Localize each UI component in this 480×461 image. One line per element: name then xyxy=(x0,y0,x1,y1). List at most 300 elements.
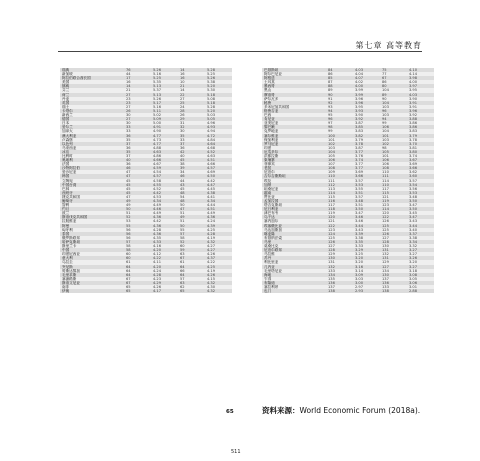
value-cell: 3.79 xyxy=(353,138,380,142)
value-cell: 90 xyxy=(380,97,407,101)
economy-name-cell: 加纳 xyxy=(262,183,326,187)
value-cell: 4.23 xyxy=(151,277,178,281)
value-cell: 2.93 xyxy=(353,289,380,293)
value-cell: 5.02 xyxy=(151,113,178,117)
value-cell: 3.48 xyxy=(353,199,380,203)
economy-name-cell: 几内亚 xyxy=(262,265,326,269)
value-cell: 3.70 xyxy=(407,142,434,146)
economy-name-cell: 印度 xyxy=(262,146,326,150)
value-cell: 137 xyxy=(326,285,353,289)
value-cell: 4.35 xyxy=(151,236,178,240)
value-cell: 88 xyxy=(326,84,353,88)
value-cell: 60 xyxy=(124,256,151,260)
economy-name-cell: 黎巴嫩 xyxy=(262,125,326,129)
value-cell: 4.27 xyxy=(205,244,232,248)
value-cell: 63 xyxy=(178,281,205,285)
value-cell: 103 xyxy=(326,146,353,150)
value-cell: 45 xyxy=(124,191,151,195)
value-cell: 3.08 xyxy=(407,273,434,277)
value-cell: 48 xyxy=(178,191,205,195)
value-cell: 21 xyxy=(124,88,151,92)
value-cell: 23 xyxy=(124,101,151,105)
value-cell: 46 xyxy=(178,174,205,178)
value-cell: 115 xyxy=(380,191,407,195)
value-cell: 47 xyxy=(124,170,151,174)
value-cell: 27 xyxy=(124,117,151,121)
value-cell: 4.26 xyxy=(205,273,232,277)
value-cell: 4.54 xyxy=(151,170,178,174)
value-cell: 3.66 xyxy=(353,174,380,178)
value-cell: 108 xyxy=(326,166,353,170)
value-cell: 125 xyxy=(380,224,407,228)
value-cell: 57 xyxy=(178,277,205,281)
value-cell: 5.30 xyxy=(205,88,232,92)
economy-name-cell: 塞浦路斯 xyxy=(60,277,124,281)
value-cell: 3.50 xyxy=(353,207,380,211)
ranking-table-right-body xyxy=(262,68,434,293)
economy-name-cell: 德国 xyxy=(60,117,124,121)
value-cell: 3.40 xyxy=(407,228,434,232)
economy-name-cell: 俄罗斯联邦 xyxy=(60,236,124,240)
value-cell: 5.05 xyxy=(205,117,232,121)
value-cell: 3.18 xyxy=(407,269,434,273)
page-number: 511 xyxy=(231,449,241,455)
value-cell: 3.37 xyxy=(407,232,434,236)
value-cell: 4.84 xyxy=(205,138,232,142)
economy-name-cell: 斯里兰卡 xyxy=(60,244,124,248)
value-cell: 3.82 xyxy=(353,134,380,138)
value-cell: 5.11 xyxy=(151,109,178,113)
economy-name-cell: 瑞士 xyxy=(60,105,124,109)
value-cell: 4.14 xyxy=(407,72,434,76)
value-cell: 36 xyxy=(124,134,151,138)
economy-name-cell: 乌拉圭 xyxy=(60,260,124,264)
value-cell: 4.33 xyxy=(151,240,178,244)
value-cell: 106 xyxy=(380,125,407,129)
economy-name-cell: 巴基斯坦 xyxy=(262,68,326,72)
source-text: World Economic Forum (2018a). xyxy=(299,406,421,415)
economy-name-cell: 约旦 xyxy=(60,207,124,211)
value-cell: 4.30 xyxy=(205,285,232,289)
value-cell: 4.34 xyxy=(151,199,178,203)
economy-name-cell: 毛里求斯 xyxy=(60,273,124,277)
value-cell: 10 xyxy=(178,80,205,84)
value-cell: 4.94 xyxy=(205,129,232,133)
value-cell: 25 xyxy=(178,101,205,105)
economy-name-cell: 拉脱维亚 xyxy=(60,219,124,223)
value-cell: 3.74 xyxy=(353,158,380,162)
value-cell: 4.22 xyxy=(151,256,178,260)
value-cell: 5.00 xyxy=(151,121,178,125)
value-cell: 138 xyxy=(326,289,353,293)
value-cell: 14 xyxy=(178,68,205,72)
value-cell: 63 xyxy=(178,252,205,256)
economy-name-cell: 厄瓜多尔 xyxy=(262,150,326,154)
value-cell: 4.52 xyxy=(205,150,232,154)
economy-name-cell: 新加坡 xyxy=(60,72,124,76)
economy-name-cell: 以色列 xyxy=(60,142,124,146)
economy-name-cell: 土耳其 xyxy=(262,80,326,84)
value-cell: 4.25 xyxy=(205,228,232,232)
value-cell: 106 xyxy=(380,158,407,162)
value-cell: 24 xyxy=(178,105,205,109)
economy-name-cell: 布基纳法索 xyxy=(262,236,326,240)
value-cell: 96 xyxy=(326,117,353,121)
value-cell: 27 xyxy=(124,105,151,109)
value-cell: 37 xyxy=(124,154,151,158)
source-label: 资料来源： xyxy=(262,406,300,415)
value-cell: 3.77 xyxy=(353,166,380,170)
value-cell: 4.73 xyxy=(151,138,178,142)
value-cell: 51 xyxy=(178,219,205,223)
value-cell: 136 xyxy=(326,281,353,285)
economy-name-cell: 埃塞俄比亚 xyxy=(262,224,326,228)
value-cell: 67 xyxy=(178,256,205,260)
value-cell: 126 xyxy=(380,219,407,223)
value-cell: 4.51 xyxy=(205,158,232,162)
value-cell: 5.20 xyxy=(205,84,232,88)
value-cell: 3.44 xyxy=(353,224,380,228)
value-cell: 67 xyxy=(124,281,151,285)
value-cell: 5.13 xyxy=(151,93,178,97)
economy-name-cell: 英国 xyxy=(60,101,124,105)
value-cell: 4.07 xyxy=(353,76,380,80)
value-cell: 4.29 xyxy=(151,281,178,285)
value-cell: 67 xyxy=(380,76,407,80)
value-cell: 4.27 xyxy=(205,248,232,252)
value-cell: 45 xyxy=(124,183,151,187)
value-cell: 3.96 xyxy=(353,97,380,101)
economy-name-cell: 南非 xyxy=(60,285,124,289)
value-cell: 5.17 xyxy=(151,101,178,105)
value-cell: 58 xyxy=(178,236,205,240)
value-cell: 4.47 xyxy=(205,183,232,187)
value-cell: 4.36 xyxy=(151,215,178,219)
economy-name-cell: 法国 xyxy=(60,162,124,166)
economy-name-cell: 马达加斯加 xyxy=(262,228,326,232)
value-cell: 105 xyxy=(326,154,353,158)
economy-name-cell: 尼泊尔 xyxy=(262,170,326,174)
value-cell: 49 xyxy=(178,215,205,219)
economy-name-cell: 也门 xyxy=(262,289,326,293)
value-cell: 129 xyxy=(326,252,353,256)
value-cell: 95 xyxy=(326,113,353,117)
value-cell: 3.96 xyxy=(407,109,434,113)
value-cell: 4.67 xyxy=(151,162,178,166)
value-cell: 4.20 xyxy=(151,248,178,252)
value-cell: 31 xyxy=(178,121,205,125)
value-cell: 4.26 xyxy=(205,252,232,256)
economy-name-cell: 孟加拉国 xyxy=(262,199,326,203)
value-cell: 3.91 xyxy=(407,101,434,105)
value-cell: 3.47 xyxy=(407,215,434,219)
economy-name-cell: 斯洛文尼亚 xyxy=(60,281,124,285)
value-cell: 126 xyxy=(326,240,353,244)
value-cell: 115 xyxy=(326,195,353,199)
economy-name-cell: 毛里塔尼亚 xyxy=(262,269,326,273)
economy-name-cell: 马来西亚 xyxy=(60,146,124,150)
value-cell: 65 xyxy=(124,285,151,289)
value-cell: 96 xyxy=(380,109,407,113)
economy-name-cell: 塞内加尔 xyxy=(262,219,326,223)
value-cell: 34 xyxy=(178,170,205,174)
economy-name-cell: 澳大利亚 xyxy=(60,134,124,138)
economy-name-cell: 卡塔尔 xyxy=(60,109,124,113)
value-cell: 17 xyxy=(124,76,151,80)
value-cell: 35 xyxy=(178,134,205,138)
value-cell: 120 xyxy=(326,215,353,219)
value-cell: 3.97 xyxy=(407,84,434,88)
value-cell: 52 xyxy=(178,240,205,244)
value-cell: 114 xyxy=(380,179,407,183)
value-cell: 3.96 xyxy=(353,101,380,105)
value-cell: 4.46 xyxy=(151,207,178,211)
value-cell: 132 xyxy=(380,252,407,256)
value-cell: 99 xyxy=(326,129,353,133)
ranking-table-right xyxy=(262,68,434,293)
value-cell: 4.22 xyxy=(205,260,232,264)
value-cell: 3.93 xyxy=(353,109,380,113)
value-cell: 3.16 xyxy=(353,265,380,269)
value-cell: 16 xyxy=(178,76,205,80)
value-cell: 4.88 xyxy=(151,146,178,150)
value-cell: 113 xyxy=(326,187,353,191)
value-cell: 120 xyxy=(380,211,407,215)
value-cell: 3.44 xyxy=(407,224,434,228)
value-cell: 77 xyxy=(380,72,407,76)
value-cell: 5.09 xyxy=(151,117,178,121)
value-cell: 89 xyxy=(326,88,353,92)
value-cell: 124 xyxy=(326,232,353,236)
value-cell: 4.36 xyxy=(205,215,232,219)
value-cell: 64 xyxy=(178,265,205,269)
value-cell: 52 xyxy=(124,215,151,219)
value-cell: 3.88 xyxy=(407,117,434,121)
value-cell: 4.57 xyxy=(205,166,232,170)
value-cell: 4.55 xyxy=(151,183,178,187)
economy-name-cell: 日本 xyxy=(60,121,124,125)
value-cell: 42 xyxy=(178,150,205,154)
value-cell: 104 xyxy=(326,150,353,154)
value-cell: 130 xyxy=(326,256,353,260)
value-cell: 3.20 xyxy=(353,256,380,260)
economy-name-cell: 捷克共和国 xyxy=(60,195,124,199)
economy-name-cell: 哈萨克斯坦 xyxy=(60,240,124,244)
value-cell: 4.34 xyxy=(205,199,232,203)
value-cell: 85 xyxy=(326,76,353,80)
economy-name-cell: 摩洛哥 xyxy=(262,93,326,97)
value-cell: 4.52 xyxy=(151,187,178,191)
economy-name-cell: 喀麦隆 xyxy=(262,232,326,236)
value-cell: 3.83 xyxy=(353,129,380,133)
economy-name-cell: 新西兰 xyxy=(60,113,124,117)
economy-name-cell: 布隆迪 xyxy=(262,281,326,285)
value-cell: 60 xyxy=(178,244,205,248)
value-cell: 100 xyxy=(326,134,353,138)
economy-name-cell: 萨尔瓦多 xyxy=(262,97,326,101)
value-cell: 91 xyxy=(326,97,353,101)
value-cell: 3.46 xyxy=(353,215,380,219)
value-cell: 3.86 xyxy=(407,121,434,125)
economy-name-cell: 克罗地亚 xyxy=(262,129,326,133)
value-cell: 3.35 xyxy=(353,240,380,244)
value-cell: 36 xyxy=(178,146,205,150)
value-cell: 4.77 xyxy=(151,134,178,138)
value-cell: 94 xyxy=(380,117,407,121)
value-cell: 5.16 xyxy=(151,105,178,109)
value-cell: 49 xyxy=(124,199,151,203)
value-cell: 40 xyxy=(124,158,151,162)
value-cell: 105 xyxy=(380,150,407,154)
value-cell: 130 xyxy=(380,244,407,248)
value-cell: 133 xyxy=(380,285,407,289)
value-cell: 133 xyxy=(326,269,353,273)
economy-name-cell: 加拿大 xyxy=(60,129,124,133)
value-cell: 129 xyxy=(380,260,407,264)
value-cell: 138 xyxy=(380,289,407,293)
value-cell: 23 xyxy=(124,97,151,101)
value-cell: 119 xyxy=(326,211,353,215)
value-cell: 114 xyxy=(326,191,353,195)
value-cell: 60 xyxy=(124,252,151,256)
value-cell: 3.67 xyxy=(407,158,434,162)
value-cell: 80 xyxy=(380,84,407,88)
economy-name-cell: 瑞典 xyxy=(60,68,124,72)
economy-name-cell: 巴西 xyxy=(262,113,326,117)
value-cell: 26 xyxy=(124,109,151,113)
economy-name-cell: 斯洛伐克共和国 xyxy=(60,215,124,219)
value-cell: 3.45 xyxy=(407,211,434,215)
value-cell: 97 xyxy=(326,121,353,125)
value-cell: 109 xyxy=(326,170,353,174)
value-cell: 4.68 xyxy=(205,146,232,150)
value-cell: 5.26 xyxy=(151,68,178,72)
economy-name-cell: 津巴布韦 xyxy=(262,211,326,215)
economy-name-cell: 墨西哥 xyxy=(262,84,326,88)
value-cell: 3.50 xyxy=(407,207,434,211)
value-cell: 36 xyxy=(124,162,151,166)
page-header xyxy=(0,0,480,50)
value-cell: 57 xyxy=(124,240,151,244)
value-cell: 3.66 xyxy=(407,166,434,170)
value-cell: 37 xyxy=(178,142,205,146)
value-cell: 56 xyxy=(124,232,151,236)
value-cell: 5.08 xyxy=(205,97,232,101)
value-cell: 61 xyxy=(124,260,151,264)
value-cell: 67 xyxy=(124,277,151,281)
value-cell: 127 xyxy=(326,244,353,248)
economy-name-cell: 菲律宾 xyxy=(262,162,326,166)
value-cell: 4.15 xyxy=(205,277,232,281)
value-cell: 45 xyxy=(178,158,205,162)
value-cell: 131 xyxy=(380,248,407,252)
value-cell: 4.41 xyxy=(205,195,232,199)
value-cell: 47 xyxy=(124,174,151,178)
value-cell: 56 xyxy=(124,236,151,240)
value-cell: 45 xyxy=(124,179,151,183)
value-cell: 5.26 xyxy=(205,76,232,80)
value-cell: 65 xyxy=(178,289,205,293)
value-cell: 5.35 xyxy=(151,80,178,84)
economy-name-cell: 乌干达 xyxy=(262,215,326,219)
value-cell: 4.04 xyxy=(353,72,380,76)
value-cell: 3.53 xyxy=(407,191,434,195)
value-cell: 46 xyxy=(124,166,151,170)
value-cell: 5.20 xyxy=(205,109,232,113)
economy-name-cell: 挪威 xyxy=(60,84,124,88)
value-cell: 76 xyxy=(124,68,151,72)
economy-name-cell: 吉尔吉斯斯坦 xyxy=(262,174,326,178)
economy-name-cell: 立陶宛 xyxy=(60,179,124,183)
value-cell: 4.24 xyxy=(151,269,178,273)
value-cell: 3.47 xyxy=(353,211,380,215)
value-cell: 33 xyxy=(124,125,151,129)
value-cell: 110 xyxy=(380,183,407,187)
value-cell: 4.03 xyxy=(407,93,434,97)
economy-name-cell: 比利时 xyxy=(60,154,124,158)
economy-name-cell: 利比里亚 xyxy=(262,260,326,264)
value-cell: 21 xyxy=(178,84,205,88)
value-cell: 103 xyxy=(380,105,407,109)
value-cell: 3.20 xyxy=(353,260,380,264)
economy-name-cell: 美国 xyxy=(60,80,124,84)
economy-name-cell: 波兰 xyxy=(60,211,124,215)
value-cell: 27 xyxy=(124,93,151,97)
value-cell: 101 xyxy=(326,138,353,142)
value-cell: 3.54 xyxy=(407,183,434,187)
value-cell: 4.66 xyxy=(205,162,232,166)
economy-name-cell: 老挝 xyxy=(262,166,326,170)
value-cell: 5.18 xyxy=(205,101,232,105)
value-cell: 4.28 xyxy=(151,273,178,277)
value-cell: 58 xyxy=(124,248,151,252)
economy-name-cell: 肯尼亚 xyxy=(262,117,326,121)
value-cell: 4.69 xyxy=(205,170,232,174)
value-cell: 110 xyxy=(380,170,407,174)
value-cell: 3.46 xyxy=(353,219,380,223)
value-cell: 64 xyxy=(124,265,151,269)
value-cell: 27 xyxy=(178,97,205,101)
value-cell: 4.16 xyxy=(151,244,178,248)
value-cell: 3.33 xyxy=(353,244,380,248)
value-cell: 92 xyxy=(326,101,353,105)
value-cell: 84 xyxy=(326,68,353,72)
economy-name-cell: 保加利亚 xyxy=(262,138,326,142)
value-cell: 3.55 xyxy=(353,187,380,191)
value-cell: 30 xyxy=(124,121,151,125)
value-cell: 33 xyxy=(178,138,205,142)
economy-name-cell: 罗马尼亚 xyxy=(262,142,326,146)
value-cell: 4.38 xyxy=(205,191,232,195)
value-cell: 125 xyxy=(326,236,353,240)
value-cell: 123 xyxy=(380,203,407,207)
economy-name-cell: 埃及 xyxy=(262,179,326,183)
value-cell: 104 xyxy=(380,101,407,105)
value-cell: 93 xyxy=(326,105,353,109)
value-cell: 5.13 xyxy=(151,84,178,88)
value-cell: 4.19 xyxy=(205,269,232,273)
value-cell: 4.42 xyxy=(205,179,232,183)
value-cell: 122 xyxy=(326,224,353,228)
value-cell: 64 xyxy=(124,269,151,273)
value-cell: 4.44 xyxy=(205,203,232,207)
value-cell: 4.51 xyxy=(205,207,232,211)
economy-name-cell: 突尼斯 xyxy=(60,265,124,269)
value-cell: 5.03 xyxy=(205,113,232,117)
value-cell: 132 xyxy=(326,265,353,269)
value-cell: 90 xyxy=(326,93,353,97)
ranking-table-left-body xyxy=(60,68,232,293)
